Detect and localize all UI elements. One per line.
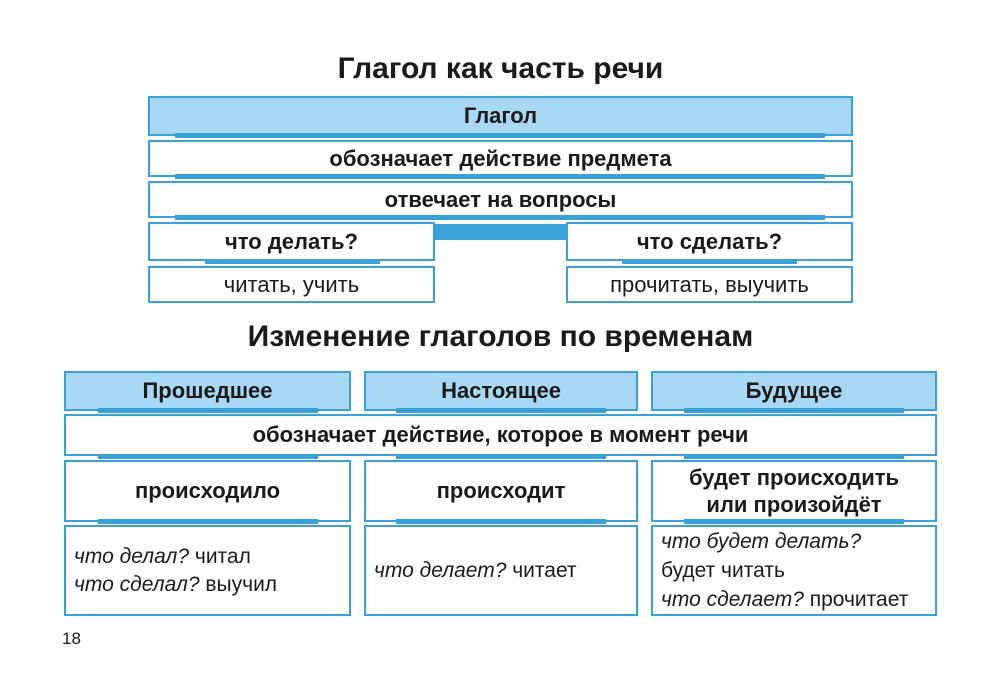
question-text: что делает? <box>374 558 507 582</box>
connector-bridge <box>433 224 568 240</box>
question-text: что сделает? <box>661 588 804 611</box>
example-line <box>74 571 277 599</box>
connector <box>396 408 606 413</box>
tense-header-future: Будущее <box>651 371 937 411</box>
connector <box>684 519 904 524</box>
connector <box>98 408 318 413</box>
example-line <box>661 556 785 585</box>
example-line <box>661 527 861 556</box>
example-line <box>661 585 908 614</box>
connector <box>396 519 606 524</box>
connector <box>175 215 825 220</box>
connector <box>175 133 825 138</box>
connector <box>175 174 825 179</box>
future-examples <box>651 525 937 616</box>
answer-text: выучил <box>199 572 278 596</box>
answer-text: будет читать <box>661 559 785 582</box>
connector <box>98 454 318 459</box>
answer-text: читал <box>189 544 251 568</box>
connector <box>98 519 318 524</box>
past-description: происходило <box>64 460 351 522</box>
page-title: Глагол как часть речи <box>337 52 664 85</box>
question-text: что сделал? <box>74 572 200 596</box>
future-description-line-1: будет происходить <box>688 465 900 490</box>
question-right: что сделать? <box>566 222 853 261</box>
example-line <box>74 543 251 571</box>
connector <box>205 259 380 264</box>
section-title: Изменение глаголов по временам <box>247 320 754 353</box>
future-description-line-2: или произойдёт <box>706 492 882 517</box>
connector <box>684 454 904 459</box>
question-text: что делал? <box>74 544 190 568</box>
example-line <box>374 557 577 585</box>
tense-header-present: Настоящее <box>364 371 638 411</box>
example-left: читать, учить <box>148 266 435 303</box>
answer-text: читает <box>506 558 577 582</box>
verb-answers: отвечает на вопросы <box>148 181 853 218</box>
answer-text: прочитает <box>803 588 909 611</box>
connector <box>396 454 606 459</box>
tense-meaning: обозначает действие, которое в момент речи <box>64 414 937 456</box>
connector <box>622 259 797 264</box>
question-text: что будет делать? <box>661 530 862 553</box>
page-number: 18 <box>62 629 81 648</box>
example-right: прочитать, выучить <box>566 266 853 303</box>
verb-header: Глагол <box>148 96 853 136</box>
connector <box>684 408 904 413</box>
past-examples <box>64 525 351 616</box>
future-description <box>651 460 937 522</box>
question-left: что делать? <box>148 222 435 261</box>
verb-meaning: обозначает действие предмета <box>148 140 853 177</box>
present-description: происходит <box>364 460 638 522</box>
present-examples <box>364 525 638 616</box>
tense-header-past: Прошедшее <box>64 371 351 411</box>
